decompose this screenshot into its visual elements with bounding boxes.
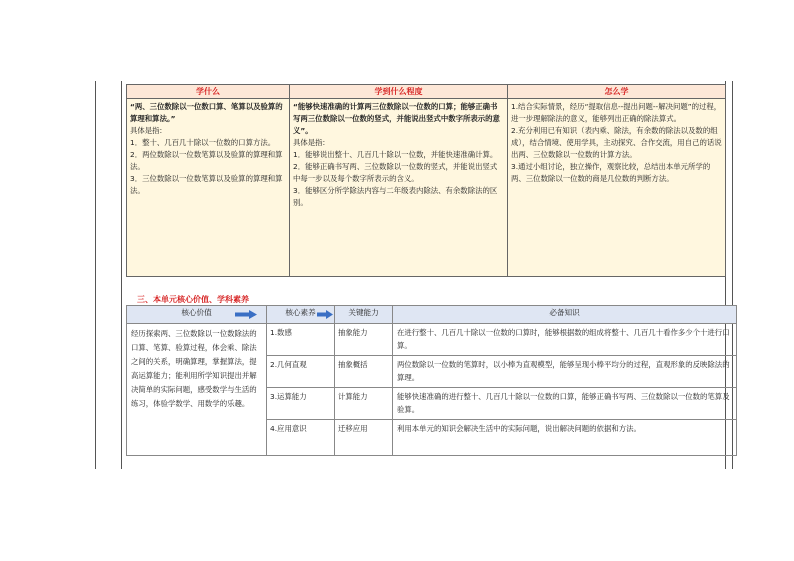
header-core-literacy: 核心素养 xyxy=(267,306,335,324)
section-title: 三、本单元核心价值、学科素养 xyxy=(137,295,249,304)
literacy-4: 4.应用意识 xyxy=(267,420,335,456)
ability-1: 抽象能力 xyxy=(335,324,393,356)
cell-core-value: 经历探索两、三位数除以一位数除法的口算、笔算、验算过程，体会乘、除法之间的关系，明确算理，掌握算法，提高运算能力；能利用所学知识提出并解决简单的实际问题，感受数学与生活的练习，体验学数学、用数学的乐趣。 xyxy=(127,324,267,456)
ability-4: 迁移应用 xyxy=(335,420,393,456)
level-lead: “能够快速准确的计算两三位数除以一位数的口算；能够正确书写两三位数除以一位数的竖式，并能说出竖式中数字所表示的意义”。 xyxy=(293,102,500,135)
literacy-3: 3.运算能力 xyxy=(267,388,335,420)
ability-3: 计算能力 xyxy=(335,388,393,420)
what-sub: 具体是指: xyxy=(130,126,163,135)
header-how-to-learn: 怎么学 xyxy=(508,85,726,99)
level-item-2: 2．能够正确书写两、三位数除以一位数的竖式，并能说出竖式中每一步以及每个数字所表示的含义。 xyxy=(293,162,498,183)
frame-inner-line-left xyxy=(121,81,122,469)
learning-goals-table xyxy=(126,84,726,277)
how-item-2: 2.充分利用已有知识（表内乘、除法，有余数的除法以及数的组成），结合情境、使用学具，主动探究、合作交流，用自己的话说出两、三位数除以一位数的计算方法。 xyxy=(511,126,722,159)
knowledge-2: 两位数除以一位数的笔算时，以小棒为直观模型，能够呈现小棒平均分的过程，直观形象的反映除法的算理。 xyxy=(393,356,737,388)
knowledge-3: 能够快速准确的进行整十、几百几十除以一位数的口算，能够正确书写两、三位数除以一位数的笔算及验算。 xyxy=(393,388,737,420)
level-sub: 具体是指: xyxy=(293,138,326,147)
level-item-1: 1．能够说出整十、几百几十除以一位数，并能快速准确计算。 xyxy=(293,150,498,159)
header-key-ability: 关键能力 xyxy=(335,306,393,324)
what-lead: “两、三位数除以一位数口算、笔算以及验算的算理和算法。” xyxy=(130,102,283,123)
level-item-3: 3．能够区分所学除法内容与二年级表内除法、有余数除法的区别。 xyxy=(293,186,498,207)
core-value-table xyxy=(126,305,737,456)
literacy-1: 1.数感 xyxy=(267,324,335,356)
cell-how-to-learn xyxy=(508,99,726,277)
cell-what-to-learn xyxy=(127,99,290,277)
what-item-2: 2．两位数除以一位数笔算以及验算的算理和算法。 xyxy=(130,150,283,171)
cell-learning-level xyxy=(290,99,508,277)
header-learning-level: 学到什么程度 xyxy=(290,85,508,99)
header-essential-knowledge: 必备知识 xyxy=(393,306,737,324)
header-core-value: 核心价值 xyxy=(127,306,267,324)
arrow-right-icon xyxy=(317,310,333,319)
literacy-2: 2.几何直观 xyxy=(267,356,335,388)
ability-2: 抽象概括 xyxy=(335,356,393,388)
knowledge-4: 利用本单元的知识会解决生活中的实际问题，说出解决问题的依据和方法。 xyxy=(393,420,737,456)
what-item-3: 3．三位数除以一位数笔算以及验算的算理和算法。 xyxy=(130,174,283,195)
header-what-to-learn: 学什么 xyxy=(127,85,290,99)
what-item-1: 1．整十、几百几十除以一位数的口算方法。 xyxy=(130,138,276,147)
knowledge-1: 在进行整十、几百几十除以一位数的口算时，能够根据数的组成将整十、几百几十看作多少个十进行口算。 xyxy=(393,324,737,356)
how-item-1: 1.结合实际情景，经历“提取信息--提出问题--解决问题”的过程，进一步理解除法的意义，能够列出正确的除法算式。 xyxy=(511,102,722,123)
how-item-3: 3.通过小组讨论，独立操作，观察比较，总结出本单元所学的两、三位数除以一位数的商是几位数的判断方法。 xyxy=(511,162,711,183)
arrow-right-icon xyxy=(235,310,257,319)
